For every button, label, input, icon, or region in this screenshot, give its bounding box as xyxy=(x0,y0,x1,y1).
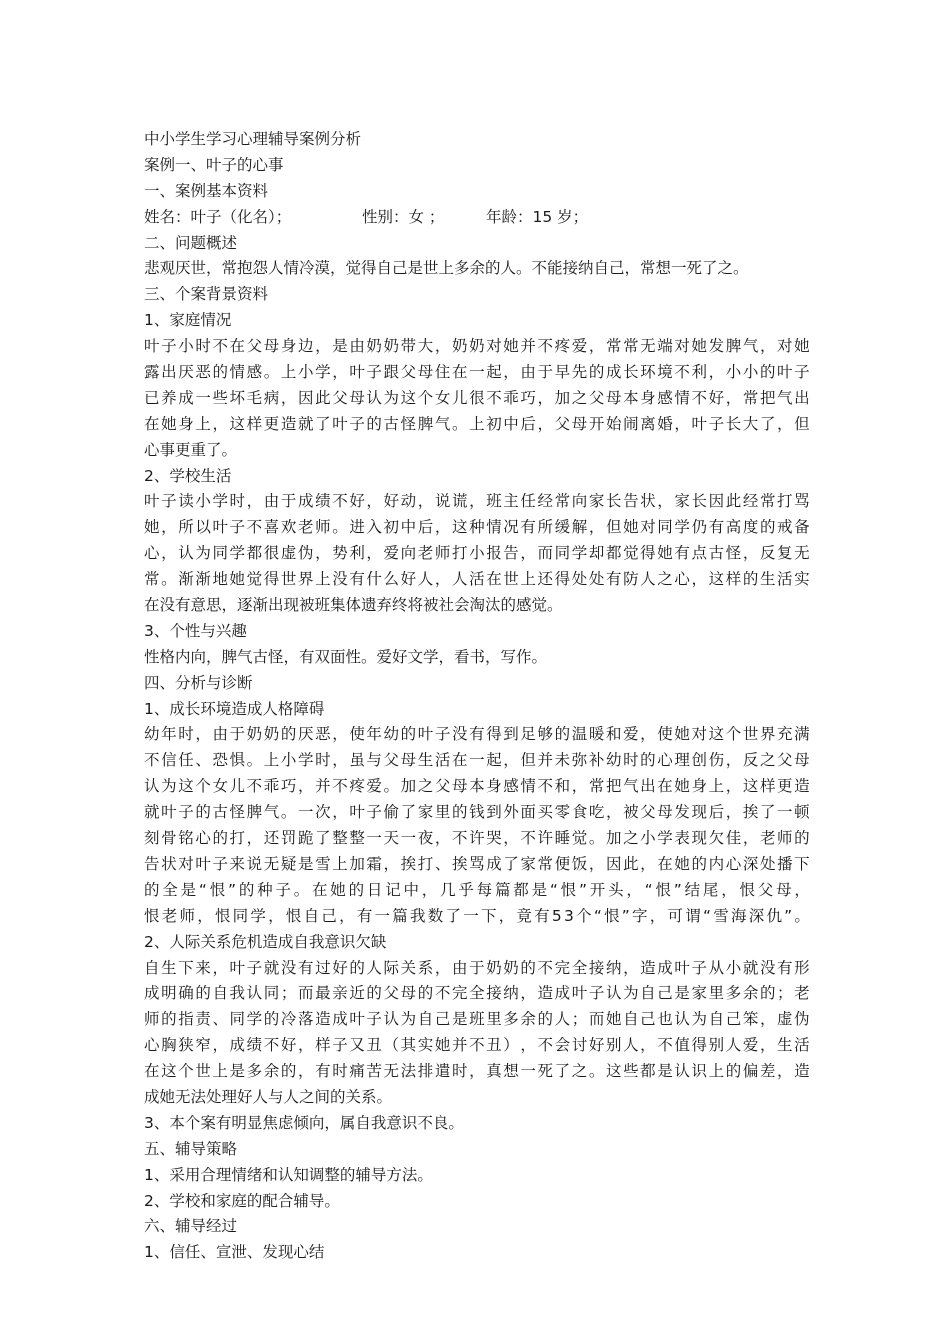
paragraph-environment xyxy=(144,722,810,929)
paragraph-line: 心 胸 狭 窄 ， 成 绩 不 好 ， 样 子 又 丑 （ 其 实 她 并 不 丑 ） ， 不 会 讨 好 别 人 ， 不 值 得 别 人 爱 ， 生 活 xyxy=(144,1036,810,1055)
strategy-item: 1、采用合理情绪和认知调整的辅导方法。 xyxy=(144,1165,433,1184)
section-heading-analysis: 四、分析与诊断 xyxy=(144,673,253,692)
paragraph-line: 在 这 个 世 上 是 多 余 的 ， 有 时 痛 苦 无 法 排 遣 时 ， 真 想 一 死 了 之 。 这 些 都 是 认 识 上 的 偏 差 ， 造 xyxy=(144,1062,810,1081)
basic-info-row xyxy=(144,205,810,231)
case-title: 案例一、叶子的心事 xyxy=(144,155,284,174)
paragraph-line: 成她无法处理好人与人之间的关系。 xyxy=(144,1087,393,1106)
paragraph-line: 在没有意思，逐渐出现被班集体遗弃终将被社会淘汰的感觉。 xyxy=(144,596,563,615)
subheading-anxiety: 3、本个案有明显焦虑倾向，属自我意识不良。 xyxy=(144,1113,464,1132)
name-field: 姓名：叶子（化名）； xyxy=(144,207,292,226)
problem-text: 悲观厌世，常抱怨人情冷漠，觉得自己是世上多余的人。不能接纳自己，常想一死了之。 xyxy=(144,259,749,278)
paragraph-line: 自 生 下 来 ， 叶 子 就 没 有 过 好 的 人 际 关 系 ， 由 于 奶 奶 的 不 完 全 接 纳 ， 造 成 叶 子 从 小 就 没 有 形 xyxy=(144,958,810,977)
subheading-environment: 1、成长环境造成人格障碍 xyxy=(144,699,325,718)
paragraph-line: 心 ， 认 为 同 学 都 很 虚 伪 ， 势 利 ， 爱 向 老 师 打 小 报 告 ， 而 同 学 却 都 觉 得 她 有 点 古 怪 ， 反 复 无 xyxy=(144,544,810,563)
paragraph-line: 幼 年 时 ， 由 于 奶 奶 的 厌 恶 ， 使 年 幼 的 叶 子 没 有 得 到 足 够 的 温 暖 和 爱 ， 使 她 对 这 个 世 界 充 满 xyxy=(144,725,810,744)
subheading-family: 1、家庭情况 xyxy=(144,311,232,330)
paragraph-relationships xyxy=(144,956,810,1111)
paragraph-line: 露 出 厌 恶 的 情 感 。 上 小 学 ， 叶 子 跟 父 母 住 在 一 起 ， 由 于 早 先 的 成 长 环 境 不 利 ， 小 小 的 叶 子 xyxy=(144,363,810,382)
paragraph-line: 认 为 这 个 女 儿 不 乖 巧 ， 并 不 疼 爱 。 加 之 父 母 本 身 感 情 不 和 ， 常 把 气 出 在 她 身 上 ， 这 样 更 造 xyxy=(144,777,810,796)
paragraph-line: 告 状 对 叶 子 来 说 无 疑 是 雪 上 加 霜 ， 挨 打 、 挨 骂 成 了 家 常 便 饭 ， 因 此 ， 在 她 的 内 心 深 处 播 下 xyxy=(144,854,810,873)
paragraph-school xyxy=(144,489,810,618)
paragraph-line: 师 的 指 责 、 同 学 的 冷 落 造 成 叶 子 认 为 自 己 是 班 里 多 余 的 人 ； 而 她 自 己 也 认 为 自 己 笨 ， 虚 伪 xyxy=(144,1010,810,1029)
paragraph-line: 叶 子 小 时 不 在 父 母 身 边 ， 是 由 奶 奶 带 大 ， 奶 奶 对 她 并 不 疼 爱 ， 常 常 无 端 对 她 发 脾 气 ， 对 她 xyxy=(144,337,810,356)
paragraph-line: 不 信 任 、 恐 惧 。 上 小 学 时 ， 虽 与 父 母 生 活 在 一 起 ， 但 并 未 弥 补 幼 时 的 心 理 创 伤 ， 反 之 父 母 xyxy=(144,751,810,770)
gender-field: 性别：女 ； xyxy=(362,207,445,226)
paragraph-line: 就 叶 子 的 古 怪 脾 气 。 一 次 ， 叶 子 偷 了 家 里 的 钱 到 外 面 买 零 食 吃 ， 被 父 母 发 现 后 ， 挨 了 一 顿 xyxy=(144,803,810,822)
paragraph-line: 恨 老 师 ， 恨 同 学 ， 恨 自 己 ， 有 一 篇 我 数 了 一 下 ， 竟 有 5 3 个 “ 恨 ” 字 ， 可 谓 “ 雪 海 深 仇 ” 。 xyxy=(144,906,810,925)
paragraph-line: 叶 子 读 小 学 时 ， 由 于 成 绩 不 好 ， 好 动 ， 说 谎 ， 班 主 任 经 常 向 家 长 告 状 ， 家 长 因 此 经 常 打 骂 xyxy=(144,492,810,511)
document-title: 中小学生学习心理辅导案例分析 xyxy=(144,130,362,148)
paragraph-line: 常 。 渐 渐 地 她 觉 得 世 界 上 没 有 什 么 好 人 ， 人 活 在 世 上 还 得 处 处 有 防 人 之 心 ， 这 样 的 生 活 实 xyxy=(144,570,810,589)
paragraph-line: 已 养 成 一 些 坏 毛 病 ， 因 此 父 母 认 为 这 个 女 儿 很 不 乖 巧 ， 加 之 父 母 本 身 感 情 不 好 ， 常 把 气 出 xyxy=(144,388,810,407)
section-heading-problem: 二、问题概述 xyxy=(144,233,238,252)
subheading-relationships: 2、人际关系危机造成自我意识欠缺 xyxy=(144,932,387,951)
paragraph-family xyxy=(144,334,810,463)
subheading-school: 2、学校生活 xyxy=(144,466,232,485)
section-heading-background: 三、个案背景资料 xyxy=(144,285,269,304)
section-heading-basic-info: 一、案例基本资料 xyxy=(144,181,269,200)
section-heading-process: 六、辅导经过 xyxy=(144,1217,238,1236)
paragraph-line: 的 全 是 “ 恨 ” 的 种 子 。 在 她 的 日 记 中 ， 几 乎 每 篇 都 是 “ 恨 ” 开 头 ， “ 恨 ” 结 尾 ， 恨 父 母 ， xyxy=(144,880,810,899)
age-field: 年龄：15 岁； xyxy=(486,207,589,226)
personality-text: 性格内向，脾气古怪，有双面性。爱好文学，看书，写作。 xyxy=(144,647,548,666)
process-item: 1、信任、宣泄、发现心结 xyxy=(144,1243,325,1262)
section-heading-strategy: 五、辅导策略 xyxy=(144,1139,238,1158)
paragraph-line: 在 她 身 上 ， 这 样 更 造 就 了 叶 子 的 古 怪 脾 气 。 上 初 中 后 ， 父 母 开 始 闹 离 婚 ， 叶 子 长 大 了 ， 但 xyxy=(144,414,810,433)
paragraph-line: 她 ， 所 以 叶 子 不 喜 欢 老 师 。 进 入 初 中 后 ， 这 种 情 况 有 所 缓 解 ， 但 她 对 同 学 仍 有 高 度 的 戒 备 xyxy=(144,518,810,537)
document-page xyxy=(144,127,810,1266)
paragraph-line: 成 明 确 的 自 我 认 同 ； 而 最 亲 近 的 父 母 的 不 完 全 接 纳 ， 造 成 叶 子 认 为 自 己 是 家 里 多 余 的 ； 老 xyxy=(144,984,810,1003)
strategy-item: 2、学校和家庭的配合辅导。 xyxy=(144,1191,340,1210)
subheading-personality: 3、个性与兴趣 xyxy=(144,621,247,640)
paragraph-line: 心事更重了。 xyxy=(144,440,238,459)
paragraph-line: 刻 骨 铭 心 的 打 ， 还 罚 跪 了 整 整 一 天 一 夜 ， 不 许 哭 ， 不 许 睡 觉 。 加 之 小 学 表 现 欠 佳 ， 老 师 的 xyxy=(144,829,810,848)
